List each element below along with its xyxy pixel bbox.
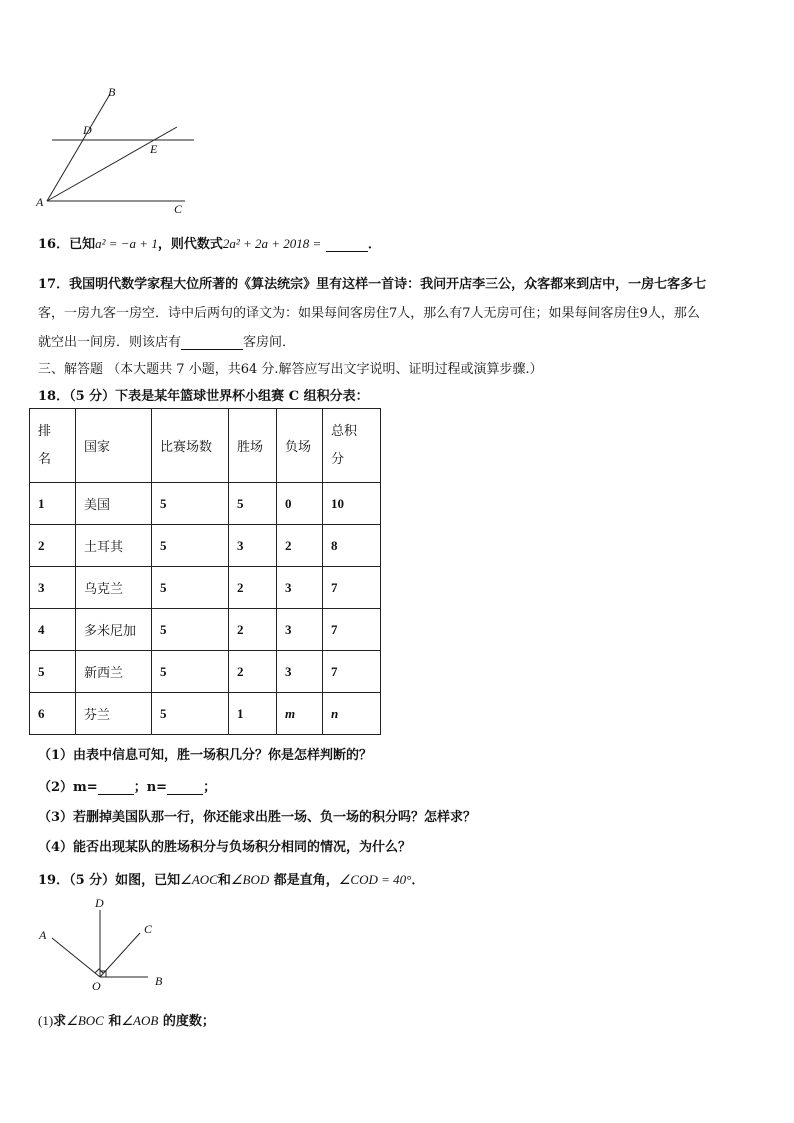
q18-sub2-c: ； (203, 780, 217, 795)
question-16 (38, 233, 381, 252)
label-A: A (36, 195, 44, 209)
q17-line3b: 客房间． (243, 335, 296, 350)
cell-games: 5 (152, 609, 229, 651)
label-C: C (174, 202, 183, 216)
header-losses: 负场 (277, 409, 323, 483)
q16-expr2: 2a² + 2a + 2018 = (222, 236, 322, 251)
cell-points: n (323, 693, 381, 735)
cell-wins: 2 (229, 651, 277, 693)
ray-OA (52, 938, 100, 977)
label-O: O (92, 979, 101, 993)
q18-intro: （5 分）下表是某年篮球世界杯小组赛 C 组积分表： (69, 389, 369, 404)
q19-number: 19． (38, 873, 70, 888)
score-table-header (30, 409, 381, 483)
cell-points: 8 (323, 525, 381, 567)
q18-m-blank (98, 794, 134, 795)
cell-country: 多米尼加 (76, 609, 152, 651)
question-17-line3 (38, 331, 295, 350)
ray-OC (100, 933, 140, 977)
q17-line1: 我国明代数学家程大位所著的《算法统宗》里有这样一首诗：我问开店李三公，众客都来到店中，一房七客多七 (69, 277, 707, 292)
label-B: B (155, 974, 163, 988)
cell-country: 芬兰 (76, 693, 152, 735)
line-AB (47, 94, 110, 201)
table-row (30, 651, 381, 693)
q18-sub2 (38, 776, 216, 795)
q18-number: 18． (38, 389, 70, 404)
cell-games: 5 (152, 693, 229, 735)
q19-text-c: 都是直角， (273, 873, 339, 888)
cell-games: 5 (152, 525, 229, 567)
section-3-title: 三、解答题 (38, 362, 104, 377)
header-games: 比赛场数 (152, 409, 229, 483)
q16-tail: ． (367, 237, 381, 252)
table-row (30, 693, 381, 735)
q17-number: 17． (38, 277, 70, 292)
question-17-line1 (38, 273, 706, 292)
cell-rank: 6 (30, 693, 76, 735)
q19-text-a: （5 分）如图，已知 (69, 873, 181, 888)
cell-country: 新西兰 (76, 651, 152, 693)
cell-rank: 1 (30, 483, 76, 525)
q19-angle-boc: ∠BOC (66, 1013, 104, 1028)
cell-points: 7 (323, 609, 381, 651)
q16-answer-blank (326, 251, 368, 252)
cell-wins: 5 (229, 483, 277, 525)
q18-sub2-b: ；n= (133, 780, 168, 795)
q19-angle-bod: ∠BOD (230, 872, 270, 887)
q18-sub1: （1）由表中信息可知，胜一场积几分？你是怎样判断的？ (38, 748, 373, 763)
cell-rank: 3 (30, 567, 76, 609)
q19-tail: ． (411, 873, 425, 888)
geometry-figure-2 (30, 893, 175, 998)
q19-sub1-b: 和 (108, 1014, 122, 1029)
cell-rank: 5 (30, 651, 76, 693)
q19-angle-aoc: ∠AOC (180, 872, 218, 887)
cell-country: 美国 (76, 483, 152, 525)
header-rank: 排 名 (30, 409, 76, 483)
line-AE (47, 127, 177, 201)
q18-sub2-a: （2）m= (38, 780, 98, 795)
section-3-note: （本大题共 7 小题，共64 分.解答应写出文字说明、证明过程或演算步骤.） (107, 362, 543, 377)
cell-losses: 3 (277, 609, 323, 651)
question-17-line2: 客，一房九客一房空．诗中后两句的译文为：如果每间客房住7人，那么有7人无房可住；如果每间客房住9人，那么 (38, 306, 700, 321)
header-wins: 胜场 (229, 409, 277, 483)
header-points: 总积 分 (323, 409, 381, 483)
cell-points: 10 (323, 483, 381, 525)
q16-text-a: 已知 (69, 237, 96, 252)
cell-losses: 3 (277, 567, 323, 609)
cell-wins: 1 (229, 693, 277, 735)
label-D: D (83, 123, 92, 137)
header-country: 国家 (76, 409, 152, 483)
q18-sub3: （3）若删掉美国队那一行，你还能求出胜一场、负一场的积分吗？怎样求？ (38, 810, 477, 825)
geometry-figure-1 (30, 80, 205, 220)
q19-text-b: 和 (217, 873, 231, 888)
cell-losses: 0 (277, 483, 323, 525)
question-19 (38, 869, 424, 888)
cell-losses: 2 (277, 525, 323, 567)
q19-angle-cod: ∠COD = 40° (338, 872, 412, 887)
q17-answer-blank (181, 349, 243, 350)
label-D: D (95, 896, 104, 910)
cell-rank: 2 (30, 525, 76, 567)
label-E: E (150, 142, 158, 156)
table-row (30, 483, 381, 525)
label-B: B (108, 85, 116, 99)
q19-sub1-c: 的度数； (162, 1014, 215, 1029)
cell-losses: 3 (277, 651, 323, 693)
cell-wins: 2 (229, 609, 277, 651)
cell-losses: m (277, 693, 323, 735)
cell-games: 5 (152, 567, 229, 609)
section-3-heading (38, 358, 543, 377)
cell-wins: 3 (229, 525, 277, 567)
table-row (30, 525, 381, 567)
q19-sub1-num: (1) (38, 1013, 54, 1028)
q17-line3a: 就空出一间房．则该店有 (38, 335, 182, 350)
table-row (30, 567, 381, 609)
q16-number: 16． (38, 237, 70, 252)
cell-games: 5 (152, 651, 229, 693)
cell-country: 土耳其 (76, 525, 152, 567)
q19-angle-aob: ∠AOB (121, 1013, 159, 1028)
q16-expr1: a² = −a + 1 (95, 236, 158, 251)
cell-points: 7 (323, 567, 381, 609)
q16-text-b: ，则代数式 (157, 237, 223, 252)
cell-country: 乌克兰 (76, 567, 152, 609)
cell-games: 5 (152, 483, 229, 525)
label-C: C (144, 922, 153, 936)
cell-wins: 2 (229, 567, 277, 609)
cell-rank: 4 (30, 609, 76, 651)
q19-sub1-a: 求 (53, 1014, 67, 1029)
question-18-intro (38, 385, 369, 404)
q19-sub1 (38, 1010, 215, 1029)
table-row (30, 609, 381, 651)
score-table (29, 408, 381, 735)
cell-points: 7 (323, 651, 381, 693)
q18-sub4: （4）能否出现某队的胜场积分与负场积分相同的情况，为什么？ (38, 840, 412, 855)
label-A: A (39, 928, 47, 942)
q18-n-blank (167, 794, 203, 795)
